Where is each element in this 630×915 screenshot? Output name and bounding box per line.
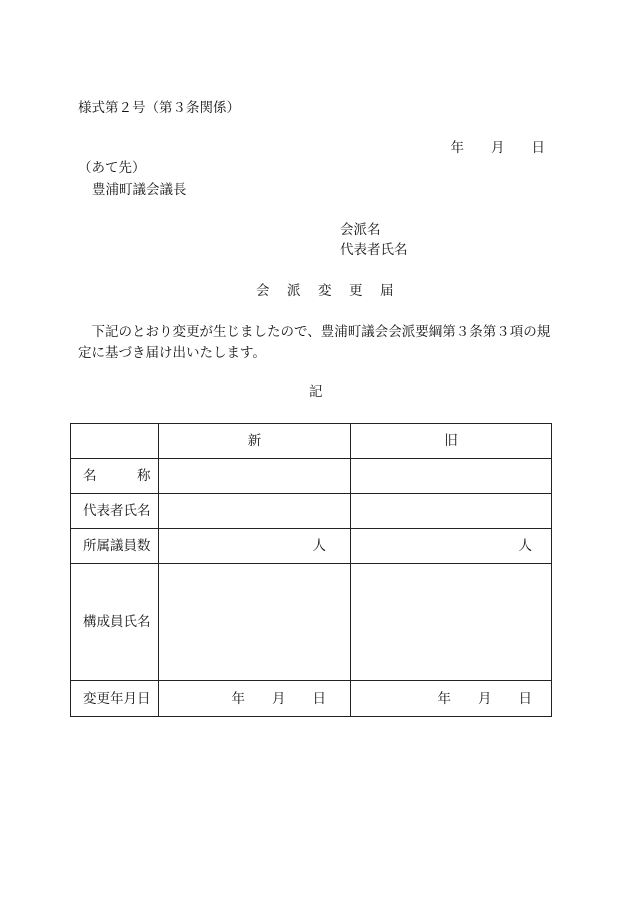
header-blank-cell	[71, 424, 159, 459]
form-number: 様式第２号（第３条関係）	[78, 100, 240, 116]
row-label-member-count: 所属議員数	[71, 529, 159, 564]
change-date-new-cell: 年 月 日	[159, 681, 351, 717]
name-new-cell	[159, 459, 351, 494]
change-date-old-cell: 年 月 日	[351, 681, 552, 717]
note-mark: 記	[309, 384, 323, 400]
change-details-table	[70, 423, 552, 717]
table-row	[71, 494, 552, 529]
representative-new-cell	[159, 494, 351, 529]
body-line: 下記のとおり変更が生じましたので、豊浦町議会会派要綱第３条第３項の規	[78, 324, 551, 340]
representative-old-cell	[351, 494, 552, 529]
submission-date-line: 年 月 日	[450, 140, 545, 156]
addressee-label: （あて先）	[78, 160, 146, 176]
table-row	[71, 564, 552, 681]
representative-name-label: 代表者氏名	[340, 242, 408, 258]
member-count-old-cell: 人	[351, 529, 552, 564]
group-name-label: 会派名	[340, 222, 381, 238]
header-old: 旧	[351, 424, 552, 459]
body-line: 定に基づき届け出いたします。	[78, 345, 266, 361]
row-label-name: 名 称	[71, 459, 159, 494]
member-count-new-cell: 人	[159, 529, 351, 564]
addressee-name: 豊浦町議会議長	[92, 182, 187, 198]
row-label-change-date: 変更年月日	[71, 681, 159, 717]
body-paragraph	[78, 322, 550, 364]
row-label-members: 構成員氏名	[71, 564, 159, 681]
table-row	[71, 681, 552, 717]
table-row	[71, 529, 552, 564]
header-new: 新	[159, 424, 351, 459]
document-title: 会 派 変 更 届	[256, 283, 396, 299]
members-old-cell	[351, 564, 552, 681]
row-label-representative: 代表者氏名	[71, 494, 159, 529]
name-old-cell	[351, 459, 552, 494]
table-header-row	[71, 424, 552, 459]
members-new-cell	[159, 564, 351, 681]
table-row	[71, 459, 552, 494]
